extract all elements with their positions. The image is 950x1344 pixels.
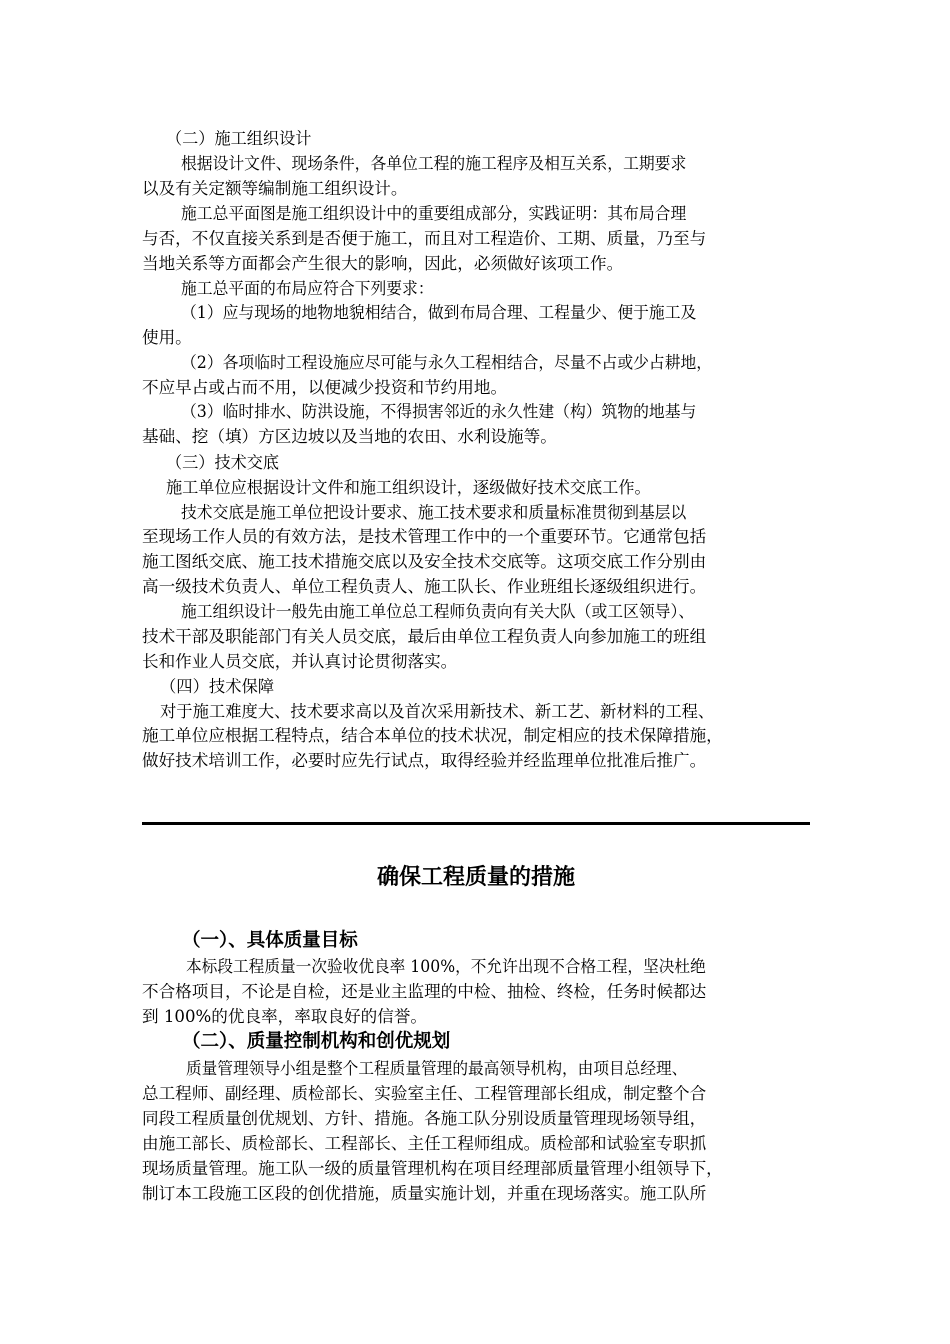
paragraph-line: 高一级技术负责人、单位工程负责人、施工队长、作业班组长逐级组织进行。 [142, 577, 707, 596]
paragraph-line: 根据设计文件、现场条件，各单位工程的施工程序及相互关系，工期要求 [181, 154, 687, 173]
section-heading-quality-control: （二）、质量控制机构和创优规划 [182, 1031, 451, 1052]
paragraph-line: 当地关系等方面都会产生很大的影响，因此，必须做好该项工作。 [142, 254, 624, 273]
paragraph-line: 制订本工段施工区段的创优措施，质量实施计划，并重在现场落实。施工队所 [142, 1184, 707, 1203]
page-title: 确保工程质量的措施 [376, 865, 575, 890]
paragraph-line: （1）应与现场的地物地貌相结合，做到布局合理、工程量少、便于施工及 [181, 303, 697, 322]
horizontal-divider [142, 822, 810, 825]
paragraph-line: 现场质量管理。施工队一级的质量管理机构在项目经理部质量管理小组领导下， [142, 1159, 723, 1178]
paragraph-line: 与否，不仅直接关系到是否便于施工，而且对工程造价、工期、质量，乃至与 [142, 229, 707, 248]
paragraph-line: 施工总平面的布局应符合下列要求： [181, 279, 434, 298]
subheading-technical-briefing: （三）技术交底 [166, 453, 280, 472]
paragraph-line: 总工程师、副经理、质检部长、实验室主任、工程管理部长组成，制定整个合 [142, 1084, 707, 1103]
subheading-technical-guarantee: （四）技术保障 [160, 677, 275, 696]
paragraph-line: 技术干部及职能部门有关人员交底，最后由单位工程负责人向参加施工的班组 [142, 627, 707, 646]
paragraph-line: 施工总平面图是施工组织设计中的重要组成部分，实践证明：其布局合理 [181, 204, 687, 223]
subheading-construction-design: （二）施工组织设计 [166, 129, 312, 148]
paragraph-line: 至现场工作人员的有效方法，是技术管理工作中的一个重要环节。它通常包括 [142, 527, 707, 546]
paragraph-line: 施工单位应根据工程特点，结合本单位的技术状况，制定相应的技术保障措施， [142, 726, 723, 745]
paragraph-line: 技术交底是施工单位把设计要求、施工技术要求和质量标准贯彻到基层以 [181, 503, 687, 522]
paragraph-line: 施工组织设计一般先由施工单位总工程师负责向有关大队（或工区领导）、 [181, 602, 695, 621]
paragraph-line: 以及有关定额等编制施工组织设计。 [142, 179, 408, 198]
paragraph-line: 质量管理领导小组是整个工程质量管理的最高领导机构，由项目总经理、 [186, 1059, 688, 1078]
paragraph-line: 施工单位应根据设计文件和施工组织设计，逐级做好技术交底工作。 [166, 478, 651, 497]
paragraph-line: 不应早占或占而不用，以便减少投资和节约用地。 [142, 378, 508, 397]
paragraph-line: 对于施工难度大、技术要求高以及首次采用新技术、新工艺、新材料的工程、 [160, 702, 715, 721]
paragraph-line: （3）临时排水、防洪设施，不得损害邻近的永久性建（构）筑物的地基与 [181, 402, 697, 421]
paragraph-line: 到 100%的优良率，率取良好的信誉。 [142, 1007, 428, 1026]
paragraph-line: 基础、挖（填）方区边坡以及当地的农田、水利设施等。 [142, 427, 557, 446]
paragraph-line: 本标段工程质量一次验收优良率 100%，不允许出现不合格工程，坚决杜绝 [186, 957, 706, 976]
paragraph-line: 长和作业人员交底，并认真讨论贯彻落实。 [142, 652, 458, 671]
paragraph-line: 使用。 [142, 328, 192, 347]
paragraph-line: 不合格项目，不论是自检，还是业主监理的中检、抽检、终检，任务时候都达 [142, 982, 707, 1001]
paragraph-line: 由施工部长、质检部长、工程部长、主任工程师组成。质检部和试验室专职抓 [142, 1134, 707, 1153]
paragraph-line: 同段工程质量创优规划、方针、措施。各施工队分别设质量管理现场领导组， [142, 1109, 707, 1128]
paragraph-line: 做好技术培训工作，必要时应先行试点，取得经验并经监理单位批准后推广。 [142, 751, 707, 770]
paragraph-line: 施工图纸交底、施工技术措施交底以及安全技术交底等。这项交底工作分别由 [142, 552, 707, 571]
section-heading-quality-target: （一）、具体质量目标 [182, 930, 358, 951]
paragraph-line: （2）各项临时工程设施应尽可能与永久工程相结合，尽量不占或少占耕地， [181, 353, 713, 372]
